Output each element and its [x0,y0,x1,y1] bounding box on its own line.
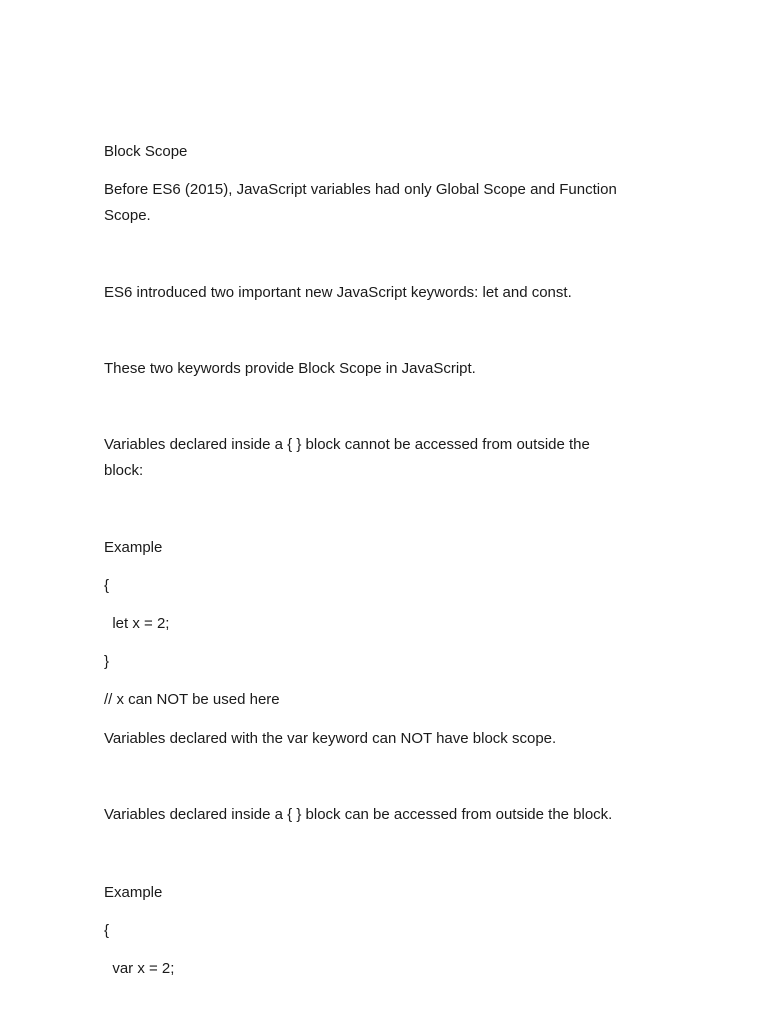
example-label: Example [104,539,163,556]
paragraph-line: Scope. [104,207,151,224]
code-line: { [104,577,110,594]
paragraph: These two keywords provide Block Scope in JavaScript. [104,360,476,377]
paragraph-line: Variables declared inside a { } block cannot be accessed from outside the [104,436,590,453]
paragraph: Variables declared inside a { } block can be accessed from outside the block. [104,806,613,823]
paragraph: ES6 introduced two important new JavaScript keywords: let and const. [104,284,572,301]
paragraph-line: block: [104,462,144,479]
paragraph-line: Before ES6 (2015), JavaScript variables had only Global Scope and Function [104,181,617,198]
code-line: { [104,922,110,939]
paragraph: Variables declared with the var keyword can NOT have block scope. [104,730,557,747]
code-comment: // x can NOT be used here [104,691,280,708]
example-label: Example [104,884,163,901]
code-line: var x = 2; [104,960,175,977]
code-line: let x = 2; [104,615,170,632]
heading: Block Scope [104,143,188,160]
code-line: } [104,653,110,670]
